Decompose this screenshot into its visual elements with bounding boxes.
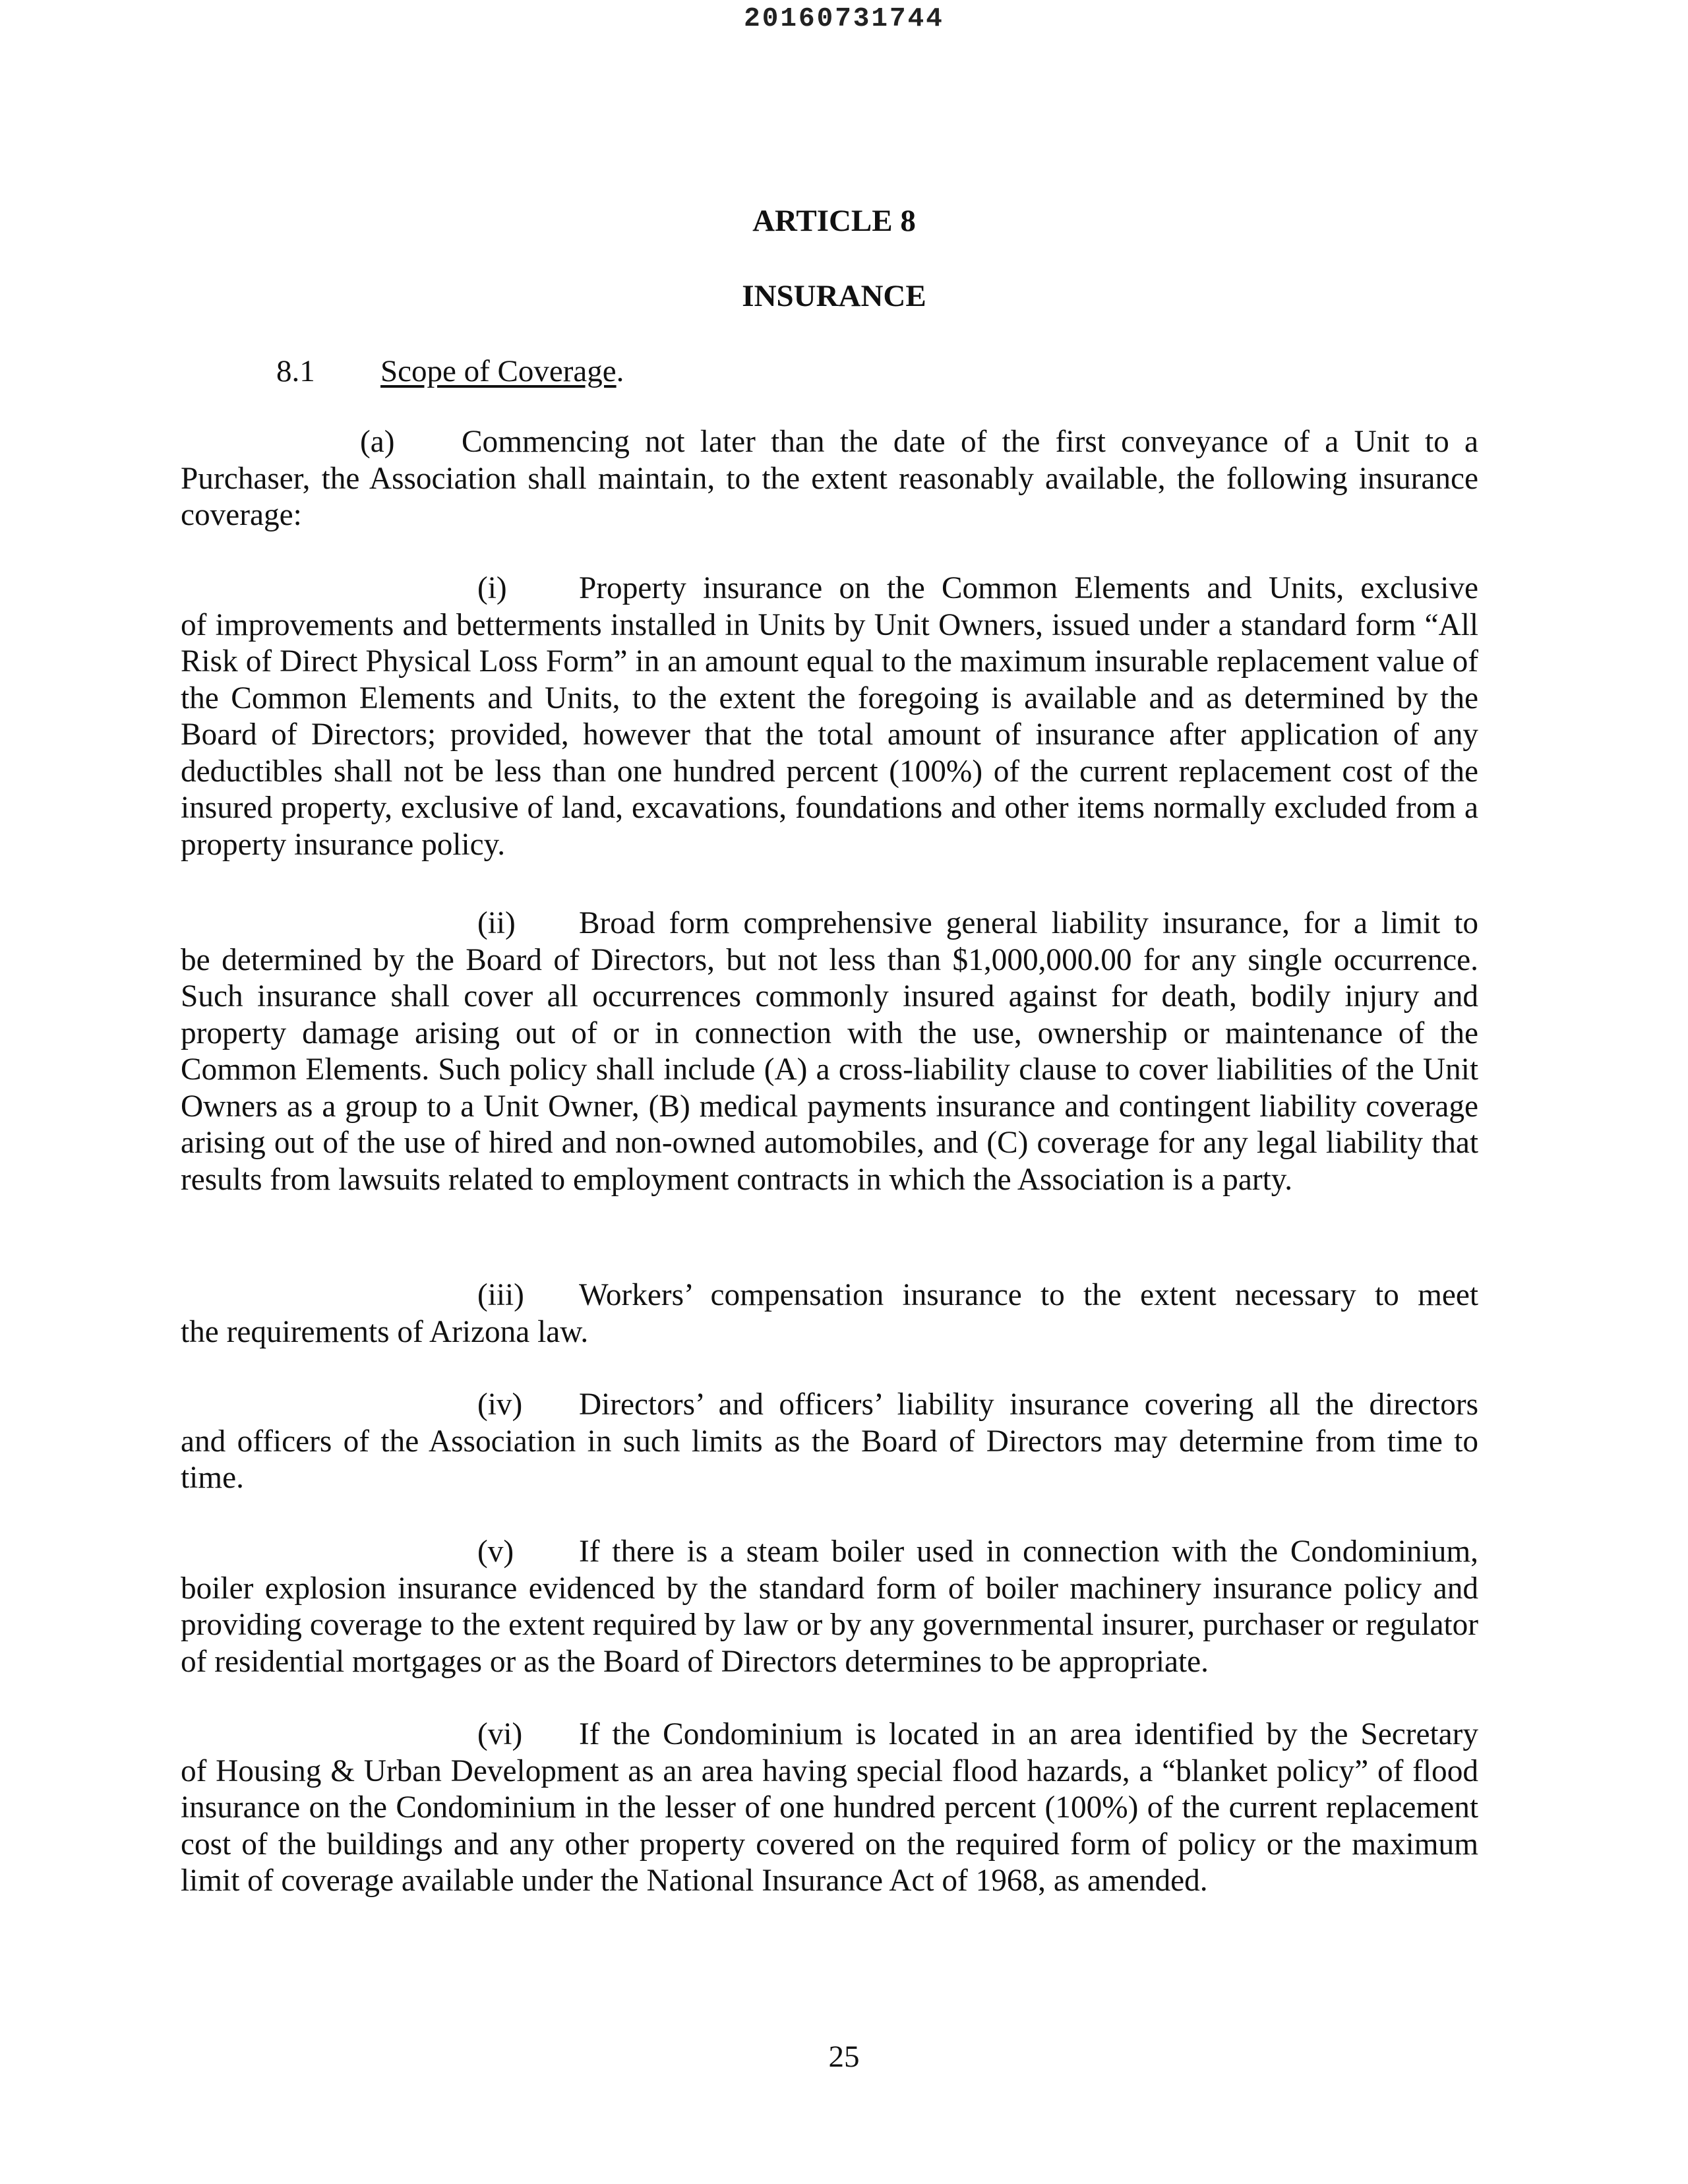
paragraph-iv-lead: Directors’ and officers’ liability insurance covering all the directors bbox=[579, 1387, 1478, 1422]
document-number: 20160731744 bbox=[744, 4, 944, 34]
paragraph-i-lead: Property insurance on the Common Elements and Units, exclusive bbox=[579, 571, 1478, 605]
paragraph-iii bbox=[181, 1277, 1478, 1350]
paragraph-iv-body: and officers of the Association in such limits as the Board of Directors may determine from time to time. bbox=[181, 1424, 1478, 1495]
paragraph-vi-body: of Housing & Urban Development as an area having special flood hazards, a “blanket policy” of flood insurance on the Condominium in the lesser of one hundred percent (100%) of the current replacement cost of the buildings and any other property covered on the required form of policy or the maximum limit of coverage available under the National Insurance Act of 1968, as amended. bbox=[181, 1753, 1478, 1898]
section-heading bbox=[276, 353, 624, 390]
paragraph-v bbox=[181, 1534, 1478, 1680]
paragraph-iii-first-line bbox=[181, 1277, 1478, 1314]
paragraph-i-first-line bbox=[181, 570, 1478, 607]
paragraph-iii-body: the requirements of Arizona law. bbox=[181, 1314, 589, 1349]
paragraph-ii bbox=[181, 905, 1478, 1198]
paragraph-iv bbox=[181, 1387, 1478, 1497]
paragraph-vi-first-line bbox=[181, 1716, 1478, 1753]
page-number: 25 bbox=[828, 2040, 860, 2074]
paragraph-v-marker: (v) bbox=[477, 1534, 514, 1569]
paragraph-a-body: Purchaser, the Association shall maintain, to the extent reasonably available, the following insurance coverage: bbox=[181, 461, 1478, 532]
article-subtitle: INSURANCE bbox=[742, 279, 926, 313]
paragraph-a-first-line bbox=[181, 424, 1478, 461]
paragraph-iv-marker: (iv) bbox=[477, 1387, 523, 1422]
section-title: Scope of Coverage bbox=[380, 354, 617, 388]
paragraph-iv-first-line bbox=[181, 1387, 1478, 1424]
paragraph-v-lead: If there is a steam boiler used in connection with the Condominium, bbox=[579, 1534, 1478, 1569]
paragraph-i-marker: (i) bbox=[477, 571, 507, 605]
paragraph-iii-marker: (iii) bbox=[477, 1278, 524, 1312]
paragraph-vi-lead: If the Condominium is located in an area identified by the Secretary bbox=[579, 1717, 1478, 1751]
paragraph-ii-body: be determined by the Board of Directors, but not less than $1,000,000.00 for any single occurrence. Such insurance shall cover all occurrences commonly insured against for death, bodily injury and property damage arising out of or in connection with the use, ownership or maintenance of the Common Elements. Such policy shall include (A) a cross-liability clause to cover liabilities of the Unit Owners as a group to a Unit Owner, (B) medical payments insurance and contingent liability coverage arising out of the use of hired and non-owned automobiles, and (C) coverage for any legal liability that results from lawsuits related to employment contracts in which the Association is a party. bbox=[181, 942, 1478, 1197]
article-title: ARTICLE 8 bbox=[752, 204, 916, 238]
section-title-period: . bbox=[616, 354, 624, 388]
paragraph-ii-lead: Broad form comprehensive general liability insurance, for a limit to bbox=[579, 906, 1478, 940]
paragraph-v-body: boiler explosion insurance evidenced by the standard form of boiler machinery insurance policy and providing coverage to the extent required by law or by any governmental insurer, purchaser or regulator of residential mortgages or as the Board of Directors determines to be appropriate. bbox=[181, 1571, 1478, 1679]
paragraph-i bbox=[181, 570, 1478, 863]
paragraph-ii-first-line bbox=[181, 905, 1478, 942]
paragraph-v-first-line bbox=[181, 1534, 1478, 1571]
paragraph-vi-marker: (vi) bbox=[477, 1717, 523, 1751]
paragraph-iii-lead: Workers’ compensation insurance to the extent necessary to meet bbox=[579, 1278, 1478, 1312]
paragraph-a bbox=[181, 424, 1478, 534]
paragraph-i-body: of improvements and betterments installed in Units by Unit Owners, issued under a standard form “All Risk of Direct Physical Loss Form” in an amount equal to the maximum insurable replacement value of the Common Elements and Units, to the extent the foregoing is available and as determined by the Board of Directors; provided, however that the total amount of insurance after application of any deductibles shall not be less than one hundred percent (100%) of the current replacement cost of the insured property, exclusive of land, excavations, foundations and other items normally excluded from a property insurance policy. bbox=[181, 607, 1478, 862]
paragraph-vi bbox=[181, 1716, 1478, 1900]
paragraph-a-marker: (a) bbox=[360, 425, 395, 459]
paragraph-a-lead: Commencing not later than the date of the first conveyance of a Unit to a bbox=[462, 425, 1478, 459]
paragraph-ii-marker: (ii) bbox=[477, 906, 516, 940]
section-number: 8.1 bbox=[276, 354, 315, 388]
